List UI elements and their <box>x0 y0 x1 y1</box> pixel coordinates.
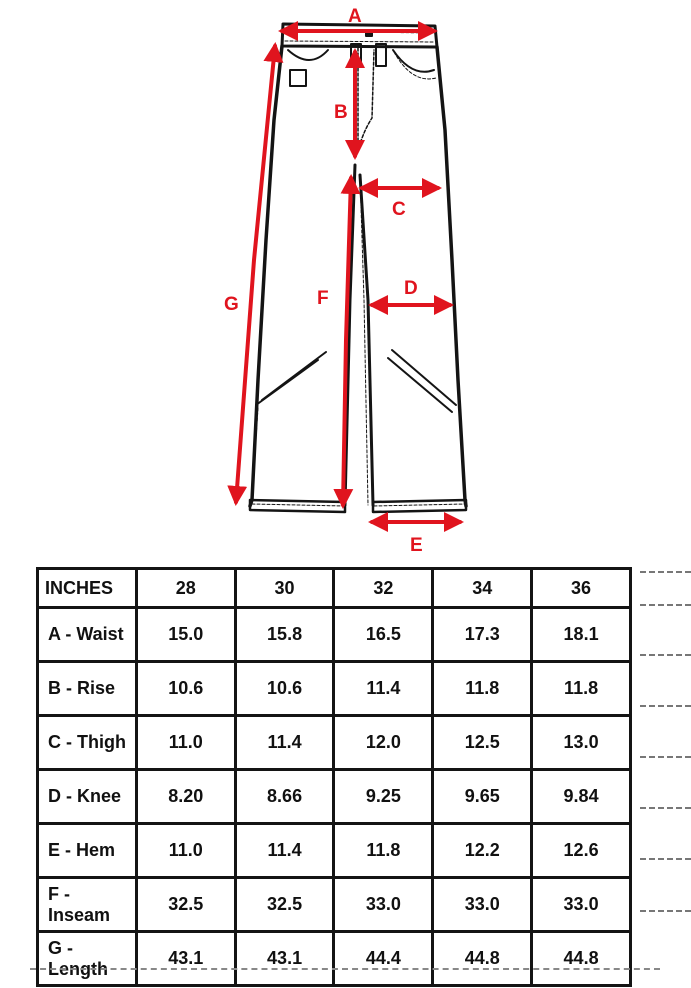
table-cell: 43.1 <box>136 932 235 986</box>
pants-outline <box>250 24 466 512</box>
decorative-dash <box>640 756 691 758</box>
decorative-dash <box>640 571 691 573</box>
table-cell: 33.0 <box>433 878 532 932</box>
table-cell: 10.6 <box>136 662 235 716</box>
table-cell: 9.25 <box>334 770 433 824</box>
row-label: G - Length <box>38 932 137 986</box>
table-cell: 8.20 <box>136 770 235 824</box>
table-cell: 43.1 <box>235 932 334 986</box>
table-cell: 11.8 <box>334 824 433 878</box>
header-units: INCHES <box>38 569 137 608</box>
table-cell: 11.0 <box>136 716 235 770</box>
table-cell: 11.8 <box>433 662 532 716</box>
table-cell: 32.5 <box>136 878 235 932</box>
table-cell: 11.4 <box>334 662 433 716</box>
table-cell: 17.3 <box>433 608 532 662</box>
table-cell: 12.5 <box>433 716 532 770</box>
label-a: A <box>348 6 362 27</box>
measurement-arrows <box>236 31 460 522</box>
table-cell: 32.5 <box>235 878 334 932</box>
label-c: C <box>392 199 406 220</box>
decorative-dash <box>640 604 691 606</box>
table-cell: 12.6 <box>532 824 631 878</box>
table-row <box>38 878 631 932</box>
table-row <box>38 824 631 878</box>
row-label: B - Rise <box>38 662 137 716</box>
table-cell: 12.2 <box>433 824 532 878</box>
table-cell: 12.0 <box>334 716 433 770</box>
row-label: A - Waist <box>38 608 137 662</box>
table-cell: 11.0 <box>136 824 235 878</box>
table-header-row <box>38 569 631 608</box>
row-label: E - Hem <box>38 824 137 878</box>
header-size: 28 <box>136 569 235 608</box>
size-chart-table <box>36 567 632 987</box>
decorative-dash <box>640 910 691 912</box>
table-row <box>38 770 631 824</box>
table-row <box>38 662 631 716</box>
table-cell: 11.4 <box>235 824 334 878</box>
table-cell: 9.84 <box>532 770 631 824</box>
table-cell: 33.0 <box>532 878 631 932</box>
table-cell: 15.8 <box>235 608 334 662</box>
decorative-dash <box>640 858 691 860</box>
table-row <box>38 608 631 662</box>
decorative-dash <box>640 705 691 707</box>
label-f: F <box>317 288 329 309</box>
table-cell: 10.6 <box>235 662 334 716</box>
decorative-dash <box>640 654 691 656</box>
decorative-dash <box>640 807 691 809</box>
table-cell: 8.66 <box>235 770 334 824</box>
table-row <box>38 932 631 986</box>
row-label: D - Knee <box>38 770 137 824</box>
label-e: E <box>410 535 423 556</box>
label-b: B <box>334 102 348 123</box>
table-cell: 44.4 <box>334 932 433 986</box>
table-cell: 11.8 <box>532 662 631 716</box>
table-cell: 13.0 <box>532 716 631 770</box>
table-cell: 11.4 <box>235 716 334 770</box>
label-d: D <box>404 278 418 299</box>
table-cell: 15.0 <box>136 608 235 662</box>
header-size: 34 <box>433 569 532 608</box>
table-row <box>38 716 631 770</box>
header-size: 30 <box>235 569 334 608</box>
header-size: 32 <box>334 569 433 608</box>
table-cell: 9.65 <box>433 770 532 824</box>
label-g: G <box>224 294 239 315</box>
row-label: F - Inseam <box>38 878 137 932</box>
table-cell: 44.8 <box>433 932 532 986</box>
table-cell: 16.5 <box>334 608 433 662</box>
table-cell: 33.0 <box>334 878 433 932</box>
row-label: C - Thigh <box>38 716 137 770</box>
table-cell: 18.1 <box>532 608 631 662</box>
table-cell: 44.8 <box>532 932 631 986</box>
header-size: 36 <box>532 569 631 608</box>
decorative-dash <box>30 968 660 970</box>
